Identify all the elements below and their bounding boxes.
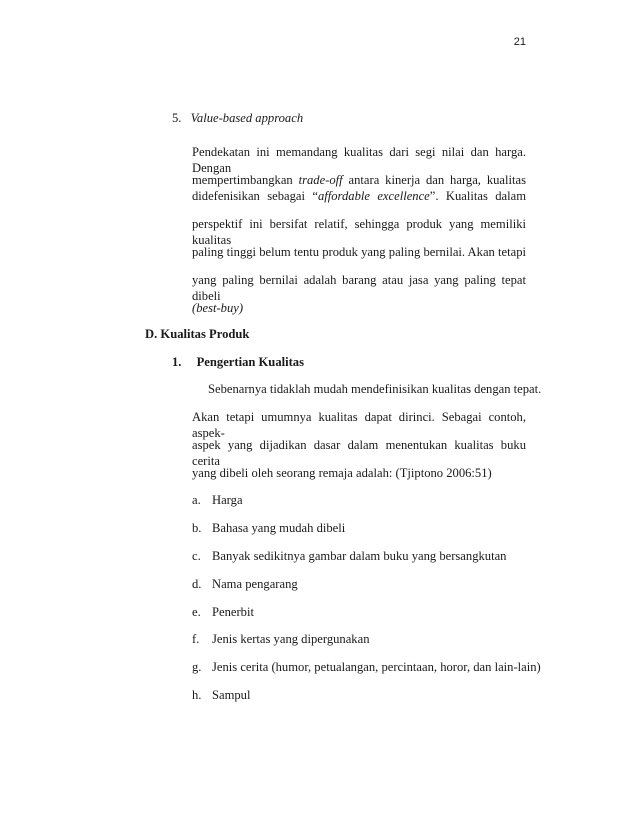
section-5-line-7: (best-buy): [192, 301, 244, 315]
list-text: Sampul: [212, 688, 251, 702]
list-marker: h.: [192, 688, 202, 702]
subsection-1-number: 1.: [172, 355, 182, 369]
subsection-line-1: Sebenarnya tidaklah mudah mendefinisikan kualitas dengan tepat.: [208, 382, 542, 396]
list-marker: a.: [192, 493, 201, 507]
subsection-1-title: Pengertian Kualitas: [196, 355, 305, 369]
list-item: [192, 659, 541, 675]
list-text: Jenis kertas yang dipergunakan: [212, 632, 370, 646]
list-text: Banyak sedikitnya gambar dalam buku yang bersangkutan: [212, 549, 507, 563]
section-5-line-5: paling tinggi belum tentu produk yang paling bernilai. Akan tetapi: [192, 245, 526, 259]
subsection-line-3: aspek yang dijadikan dasar dalam menentukan kualitas buku cerita: [192, 438, 526, 468]
list-marker: d.: [192, 577, 202, 591]
section-5-line-2: mempertimbangkan trade-off antara kinerja dan harga, kualitas: [192, 173, 526, 187]
list-text: Bahasa yang mudah dibeli: [212, 521, 346, 535]
list-marker: g.: [192, 660, 202, 674]
subsection-line-2: Akan tetapi umumnya kualitas dapat dirinci. Sebagai contoh, aspek-: [192, 410, 526, 440]
section-5-line-3b: didefenisikan sebagai “affordable excellence”. Kualitas dalam: [192, 189, 526, 203]
list-marker: c.: [192, 549, 201, 563]
section-5-line-4: perspektif ini bersifat relatif, sehingga produk yang memiliki kualitas: [192, 217, 526, 247]
section-d-heading: D. Kualitas Produk: [145, 327, 250, 341]
list-item: [192, 492, 243, 508]
subsection-line-4: yang dibeli oleh seorang remaja adalah: (Tjiptono 2006:51): [192, 466, 492, 480]
section-5-title: Value-based approach: [190, 111, 304, 125]
list-item: [192, 631, 370, 647]
list-text: Harga: [212, 493, 243, 507]
list-marker: e.: [192, 605, 201, 619]
list-marker: b.: [192, 521, 202, 535]
list-text: Nama pengarang: [212, 577, 298, 591]
list-item: [192, 576, 298, 592]
subsection-1-heading: [172, 354, 304, 370]
list-item: [192, 520, 345, 536]
section-5-line-1: Pendekatan ini memandang kualitas dari segi nilai dan harga. Dengan: [192, 145, 526, 175]
list-item: [192, 604, 254, 620]
list-text: Jenis cerita (humor, petualangan, percintaan, horor, dan lain-lain): [212, 660, 541, 674]
list-text: Penerbit: [212, 605, 254, 619]
list-marker: f.: [192, 632, 200, 646]
list-item: [192, 687, 250, 703]
section-5-heading: [172, 110, 303, 126]
list-item: [192, 548, 506, 564]
section-5-number: 5.: [172, 111, 182, 125]
section-5-line-6: yang paling bernilai adalah barang atau jasa yang paling tepat dibeli: [192, 273, 526, 303]
page-number: 21: [513, 36, 526, 48]
